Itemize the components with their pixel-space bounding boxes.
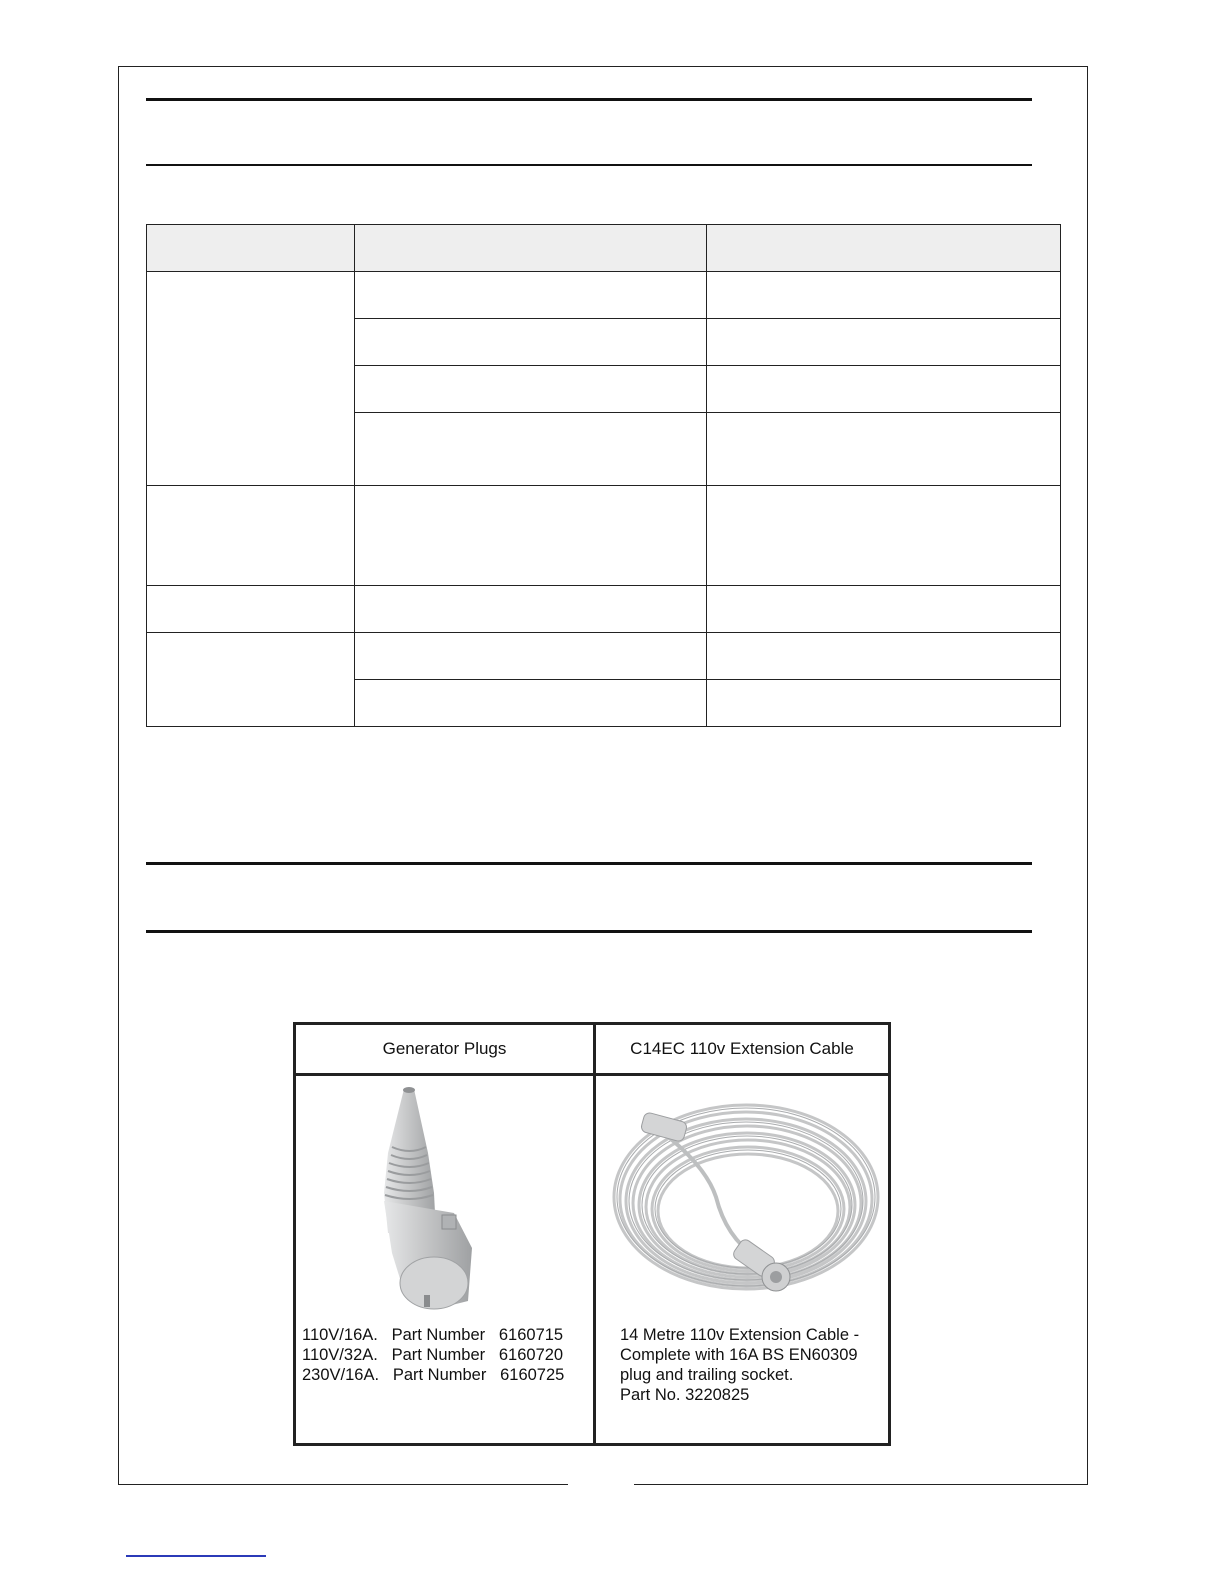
accessories-divider	[593, 1025, 596, 1443]
table-cell	[355, 633, 707, 680]
extension-cable-description	[620, 1325, 890, 1405]
table-cell	[355, 413, 707, 486]
table-row	[147, 586, 1061, 633]
plug-part-numbers	[302, 1325, 564, 1385]
extension-cable-title: C14EC 110v Extension Cable	[630, 1039, 854, 1058]
cable-line: plug and trailing socket.	[620, 1366, 794, 1384]
table-cell	[355, 586, 707, 633]
table-cell	[147, 486, 355, 586]
table-cell	[355, 319, 707, 366]
table-cell	[147, 633, 355, 727]
cable-line: Complete with 16A BS EN60309	[620, 1346, 858, 1364]
plug-part-row: 230V/16A. Part Number 6160725	[302, 1366, 565, 1384]
table-header-cell	[707, 225, 1061, 272]
table-row	[147, 272, 1061, 319]
section-rule-bottom	[146, 930, 1032, 933]
section-rule-top	[146, 862, 1032, 865]
table-cell	[707, 486, 1061, 586]
section-rule-top	[146, 98, 1032, 101]
page-number-gap	[568, 1478, 634, 1490]
table-header-cell	[147, 225, 355, 272]
table-cell	[355, 366, 707, 413]
footer-link-underline[interactable]	[126, 1555, 266, 1557]
cable-line: Part No. 3220825	[620, 1386, 750, 1404]
table-cell	[355, 486, 707, 586]
accessories-header-line	[296, 1073, 888, 1076]
table-header-row	[147, 225, 1061, 272]
table-row	[147, 486, 1061, 586]
table-cell	[707, 633, 1061, 680]
accessories-box	[293, 1022, 891, 1446]
cable-line: 14 Metre 110v Extension Cable -	[620, 1326, 860, 1344]
section-rule-bottom	[146, 164, 1032, 166]
plug-part-row: 110V/32A. Part Number 6160720	[302, 1346, 564, 1364]
coiled-extension-cable-icon	[606, 1087, 886, 1307]
table-header-cell	[355, 225, 707, 272]
table-cell	[355, 272, 707, 319]
table-cell	[707, 272, 1061, 319]
table-cell	[707, 366, 1061, 413]
table-cell	[147, 272, 355, 486]
spec-table	[146, 224, 1061, 727]
table-cell	[147, 586, 355, 633]
table-cell	[707, 319, 1061, 366]
table-row	[147, 633, 1061, 680]
table-cell	[355, 680, 707, 727]
generator-plug-icon	[376, 1083, 506, 1313]
generator-plugs-title: Generator Plugs	[382, 1039, 507, 1058]
table-cell	[707, 586, 1061, 633]
plug-part-row: 110V/16A. Part Number 6160715	[302, 1326, 564, 1344]
table-cell	[707, 680, 1061, 727]
table-cell	[707, 413, 1061, 486]
